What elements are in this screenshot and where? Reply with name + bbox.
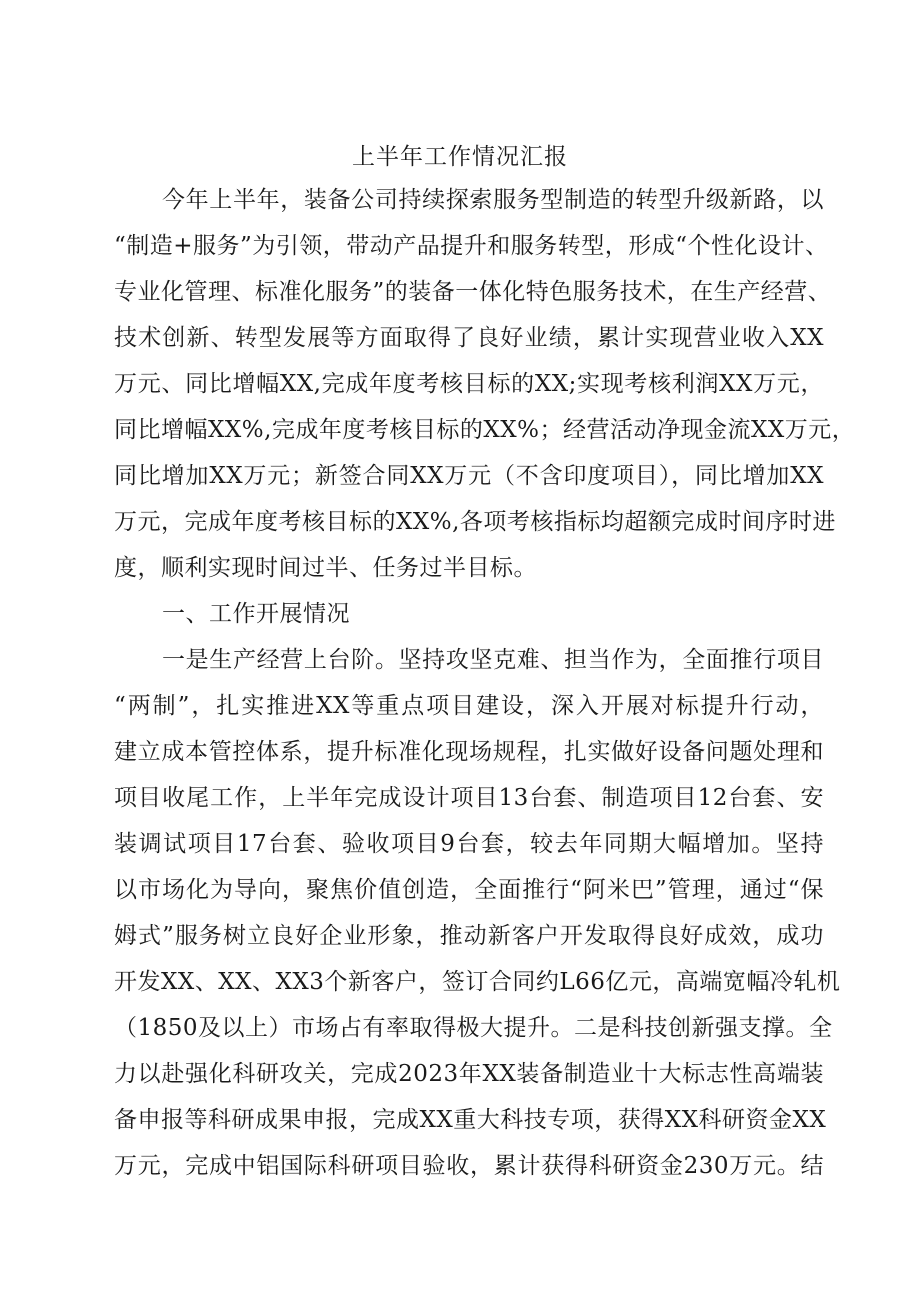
document-title: 上半年工作情况汇报 [352,144,568,170]
paragraph-line: 万元、同比增幅XX,完成年度考核目标的XX;实现考核利润XX万元， [114,371,824,397]
paragraph-line: 姆式”服务树立良好企业形象，推动新客户开发取得良好成效，成功 [114,923,824,949]
paragraph-line: 装调试项目17台套、验收项目9台套，较去年同期大幅增加。坚持 [114,831,824,857]
paragraph-line: 专业化管理、标准化服务”的装备一体化特色服务技术，在生产经营、 [114,279,832,305]
paragraph-line: 万元，完成中铝国际科研项目验收，累计获得科研资金230万元。结 [114,1153,824,1179]
paragraph-line: （1850及以上）市场占有率取得极大提升。二是科技创新强支撑。全 [114,1015,833,1041]
paragraph-line: 今年上半年，装备公司持续探索服务型制造的转型升级新路，以 [162,187,824,213]
paragraph-line: 万元，完成年度考核目标的XX%,各项考核指标均超额完成时间序时进 [114,509,836,535]
paragraph-line: 度，顺利实现时间过半、任务过半目标。 [114,555,537,581]
paragraph-line: “制造+服务”为引领，带动产品提升和服务转型，形成“个性化设计、 [114,233,829,259]
paragraph-line: 同比增加XX万元；新签合同XX万元（不含印度项目），同比增加XX [114,463,824,489]
paragraph-line: 备申报等科研成果申报，完成XX重大科技专项，获得XX科研资金XX [114,1107,827,1133]
paragraph-line: 同比增幅XX%,完成年度考核目标的XX%；经营活动净现金流XX万元， [114,417,856,443]
paragraph-line: 以市场化为导向，聚焦价值创造，全面推行“阿米巴”管理，通过“保 [114,877,824,903]
paragraph-line: 技术创新、转型发展等方面取得了良好业绩，累计实现营业收入XX [114,325,824,351]
paragraph-line: 建立成本管控体系，提升标准化现场规程，扎实做好设备问题处理和 [114,739,824,765]
section-heading: 一、工作开展情况 [162,601,350,627]
paragraph-line: 项目收尾工作，上半年完成设计项目13台套、制造项目12台套、安 [114,785,824,811]
paragraph-line: 一是生产经营上台阶。坚持攻坚克难、担当作为，全面推行项目 [162,647,824,673]
paragraph-line: “两制”，扎实推进XX等重点项目建设，深入开展对标提升行动， [114,693,824,719]
paragraph-line: 力以赴强化科研攻关，完成2023年XX装备制造业十大标志性高端装 [114,1061,824,1087]
paragraph-line: 开发XX、XX、XX3个新客户，签订合同约L66亿元，高端宽幅冷轧机 [114,969,841,995]
